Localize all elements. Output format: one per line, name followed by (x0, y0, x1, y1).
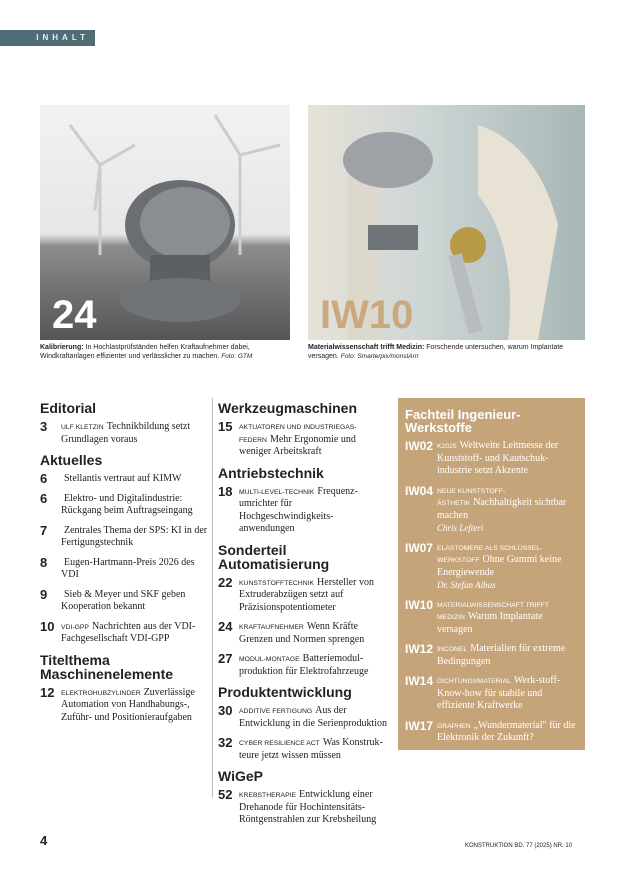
toc-box-ingenieur-werkstoffe (398, 398, 585, 750)
entry-title: Stellantis vertraut auf KIMW (64, 473, 182, 484)
toc-entry[interactable] (405, 599, 579, 637)
entry-body (239, 621, 388, 646)
toc-entry[interactable] (405, 720, 579, 745)
caption-calibration (40, 343, 295, 361)
toc-entry[interactable] (40, 421, 210, 446)
entry-body (437, 440, 579, 478)
toc-entry[interactable] (40, 490, 210, 518)
entry-body (437, 599, 579, 637)
entry-title: Aus der Entwicklung in die Serienproduktion (239, 705, 388, 729)
section-heading: WiGeP (218, 768, 263, 784)
entry-body (239, 653, 388, 678)
entry-body (61, 525, 210, 550)
entry-title: Nachhaltigkeit sichtbar machen (437, 497, 567, 521)
entry-body (239, 421, 388, 459)
toc-entry[interactable] (40, 586, 210, 614)
toc-entry[interactable] (405, 542, 579, 592)
entry-body (239, 737, 388, 762)
entry-kicker: DICHTUNGSMATERIAL (437, 678, 511, 685)
photo-calibration (40, 105, 290, 340)
entry-title: Mehr Ergonomie und weniger Arbeitskraft (239, 433, 356, 457)
page-number: 4 (40, 833, 48, 848)
entry-body (437, 542, 579, 592)
section-heading: Editorial (40, 400, 97, 416)
entry-page: 12 (40, 684, 55, 700)
entry-body (61, 557, 210, 582)
toc-entry[interactable] (218, 705, 388, 730)
entry-kicker: NEUE KUNSTSTOFF-ÄSTHETIK (437, 487, 506, 507)
entry-body (239, 705, 388, 730)
entry-title: Wenn Kräfte Grenzen und Normen sprengen (239, 621, 365, 645)
entry-page: 32 (218, 735, 233, 750)
entry-title: Was Konstruk-teure jetzt wissen müssen (239, 737, 383, 761)
toc-entry[interactable] (40, 684, 210, 725)
entry-kicker: MODUL-MONTAGE (239, 656, 300, 663)
toc-entry[interactable] (405, 675, 579, 713)
entry-title: Technikbildung setzt Grundlagen voraus (61, 421, 191, 445)
entry-body (437, 485, 579, 535)
entry-title: Ohne Gummi keine Energiewende (437, 554, 562, 578)
photo-credit: Foto: Smarterpix/monstArrr (340, 353, 420, 360)
entry-page: 52 (218, 787, 233, 802)
entry-title: Elektro- und Digitalindustrie: Rückgang beim Auftragseingang (61, 492, 193, 516)
entry-title: Frequenz-umrichter für Hochgeschwindigkeits-anwendungen (239, 485, 358, 534)
entry-title: „Wundermaterial" für die Elektronik der Zukunft? (437, 719, 576, 743)
entry-page: 30 (218, 703, 233, 718)
caption-heading: Kalibrierung: (40, 344, 84, 351)
section-label: INHALT (0, 30, 95, 46)
section-heading: Antriebstechnik (218, 464, 324, 481)
entry-title: Werk-stoff-Know-how für stabile und effiziente Kraftwerke (437, 675, 561, 711)
toc-entry[interactable] (218, 421, 388, 459)
entry-page: 15 (218, 419, 233, 434)
feature-page-number: IW10 (320, 293, 414, 337)
entry-kicker: INCONEL (437, 646, 468, 653)
photo-credit: Foto: GTM (221, 353, 253, 360)
toc-entry[interactable] (218, 789, 388, 827)
entry-kicker: ULF KLETZIN (61, 424, 104, 431)
entry-page: 8 (40, 554, 48, 570)
entry-kicker: ADDITIVE FERTIGUNG (239, 708, 313, 715)
entry-page: 27 (218, 651, 233, 666)
toc-entry[interactable] (40, 618, 210, 646)
toc-entry[interactable] (40, 473, 210, 486)
entry-body (239, 789, 388, 827)
entry-page: 18 (218, 483, 233, 499)
section-heading: Fachteil Ingenieur-Werkstoffe (405, 407, 521, 435)
entry-kicker: MULTI-LEVEL-TECHNIK (239, 488, 315, 496)
entry-title: Zuverlässige Automation von Handhabungs-, Zuführ- und Positionieraufgaben (61, 686, 195, 723)
journal-info: KONSTRUKTION BD. 77 (2025) NR. 10 (465, 843, 573, 849)
entry-kicker: MATERIALWISSENSCHAFT TRIFFT MEDIZIN (437, 601, 549, 621)
section-heading: Titelthema Maschinenelemente (40, 651, 174, 682)
entry-page: 22 (218, 574, 233, 590)
entry-body (61, 589, 210, 614)
caption-implants (308, 343, 585, 361)
section-heading: Produktentwicklung (218, 684, 352, 700)
entry-kicker: VDI-GPP (61, 623, 89, 631)
toc-entry[interactable] (218, 653, 388, 678)
toc-entry[interactable] (405, 643, 579, 668)
entry-kicker: CYBER RESILIENCE ACT (239, 740, 320, 747)
photo-implants (308, 105, 585, 340)
entry-page: IW02 (405, 439, 434, 453)
toc-entry[interactable] (218, 737, 388, 762)
toc-entry[interactable] (40, 522, 210, 550)
entry-page: IW17 (405, 718, 434, 733)
entry-title: Hersteller von Extruderabzügen setzt auf Präzisionspotentiometer (239, 576, 374, 613)
entry-page: 7 (40, 522, 48, 538)
section-heading: Werkzeugmaschinen (218, 400, 358, 416)
entry-body (61, 493, 210, 518)
column-divider (212, 398, 213, 798)
entry-page: 6 (40, 490, 48, 506)
entry-title: Weltweite Leitmesse der Kunststoff- und Kautschuk-industrie setzt Akzente (437, 440, 559, 476)
entry-page: IW07 (405, 540, 434, 555)
entry-title: Batteriemodul-produktion für Elektrofahrzeuge (239, 653, 369, 677)
entry-kicker: KRAFTAUFNEHMER (239, 624, 304, 631)
toc-entry[interactable] (218, 621, 388, 646)
entry-kicker: ELASTOMERE ALS SCHLÜSSEL-WERKSTOFF (437, 544, 543, 564)
feature-page-number: 24 (52, 293, 97, 337)
entry-body (239, 577, 388, 615)
entry-body (437, 643, 579, 668)
section-heading: Sonderteil Automatisierung (218, 541, 330, 572)
entry-body (61, 687, 210, 725)
caption-text: In Hochlastprüfständen helfen Kraftaufnehmer dabei, Windkraftanlagen effizienter und verlässlicher zu machen. (40, 344, 250, 360)
entry-page: 3 (40, 419, 48, 434)
entry-page: IW14 (405, 674, 434, 688)
entry-page: IW04 (405, 483, 434, 498)
entry-kicker: GRAPHEN (437, 722, 471, 730)
entry-page: 24 (218, 619, 233, 634)
entry-body (61, 421, 210, 446)
entry-author: Chris Lefteri (437, 523, 484, 533)
entry-title: Zentrales Thema der SPS: KI in der Fertigungstechnik (61, 524, 208, 548)
entry-title: Entwicklung einer Drehanode für Hochintensitäts-Röntgenstrahlen zur Krebsheilung (239, 789, 377, 825)
entry-body (61, 621, 210, 646)
entry-kicker: KUNSTSTOFFTECHNIK (239, 579, 315, 587)
toc-column-1 (40, 398, 210, 731)
entry-page: 10 (40, 618, 55, 634)
entry-page: 6 (40, 471, 48, 486)
caption-heading: Materialwissenschaft trifft Medizin: (308, 344, 425, 351)
entry-page: IW12 (405, 642, 434, 656)
section-heading: Aktuelles (40, 452, 103, 468)
entry-body (437, 675, 579, 713)
entry-kicker: K2025 (437, 443, 457, 450)
entry-kicker: AKTUATOREN UND INDUSTRIEGAS-FEDERN (239, 424, 357, 444)
toc-entry[interactable] (218, 483, 388, 536)
toc-entry[interactable] (218, 574, 388, 615)
toc-entry[interactable] (405, 485, 579, 535)
entry-author: Dr. Stefan Albus (437, 580, 496, 590)
entry-body (239, 486, 388, 536)
entry-title: Warum Implantate versagen (437, 611, 543, 635)
toc-entry[interactable] (405, 440, 579, 478)
entry-page: 9 (40, 586, 48, 602)
entry-title: Materialien für extreme Bedingungen (437, 643, 566, 667)
entry-title: Sieb & Meyer und SKF geben Kooperation bekannt (61, 588, 186, 612)
entry-title: Nachrichten aus der VDI-Fachgesellschaft VDI-GPP (61, 620, 196, 644)
toc-entry[interactable] (40, 554, 210, 582)
caption-text: Forschende untersuchen, warum Implantate versagen. (308, 344, 564, 360)
entry-body (61, 473, 181, 486)
entry-title: Eugen-Hartmann-Preis 2026 des VDI (61, 556, 195, 580)
entry-kicker: ELEKTROHUBZYLINDER (61, 689, 141, 697)
entry-page: IW10 (405, 597, 434, 612)
toc-column-2 (218, 398, 388, 834)
entry-body (437, 720, 579, 745)
entry-kicker: KREBSTHERAPIE (239, 792, 297, 799)
